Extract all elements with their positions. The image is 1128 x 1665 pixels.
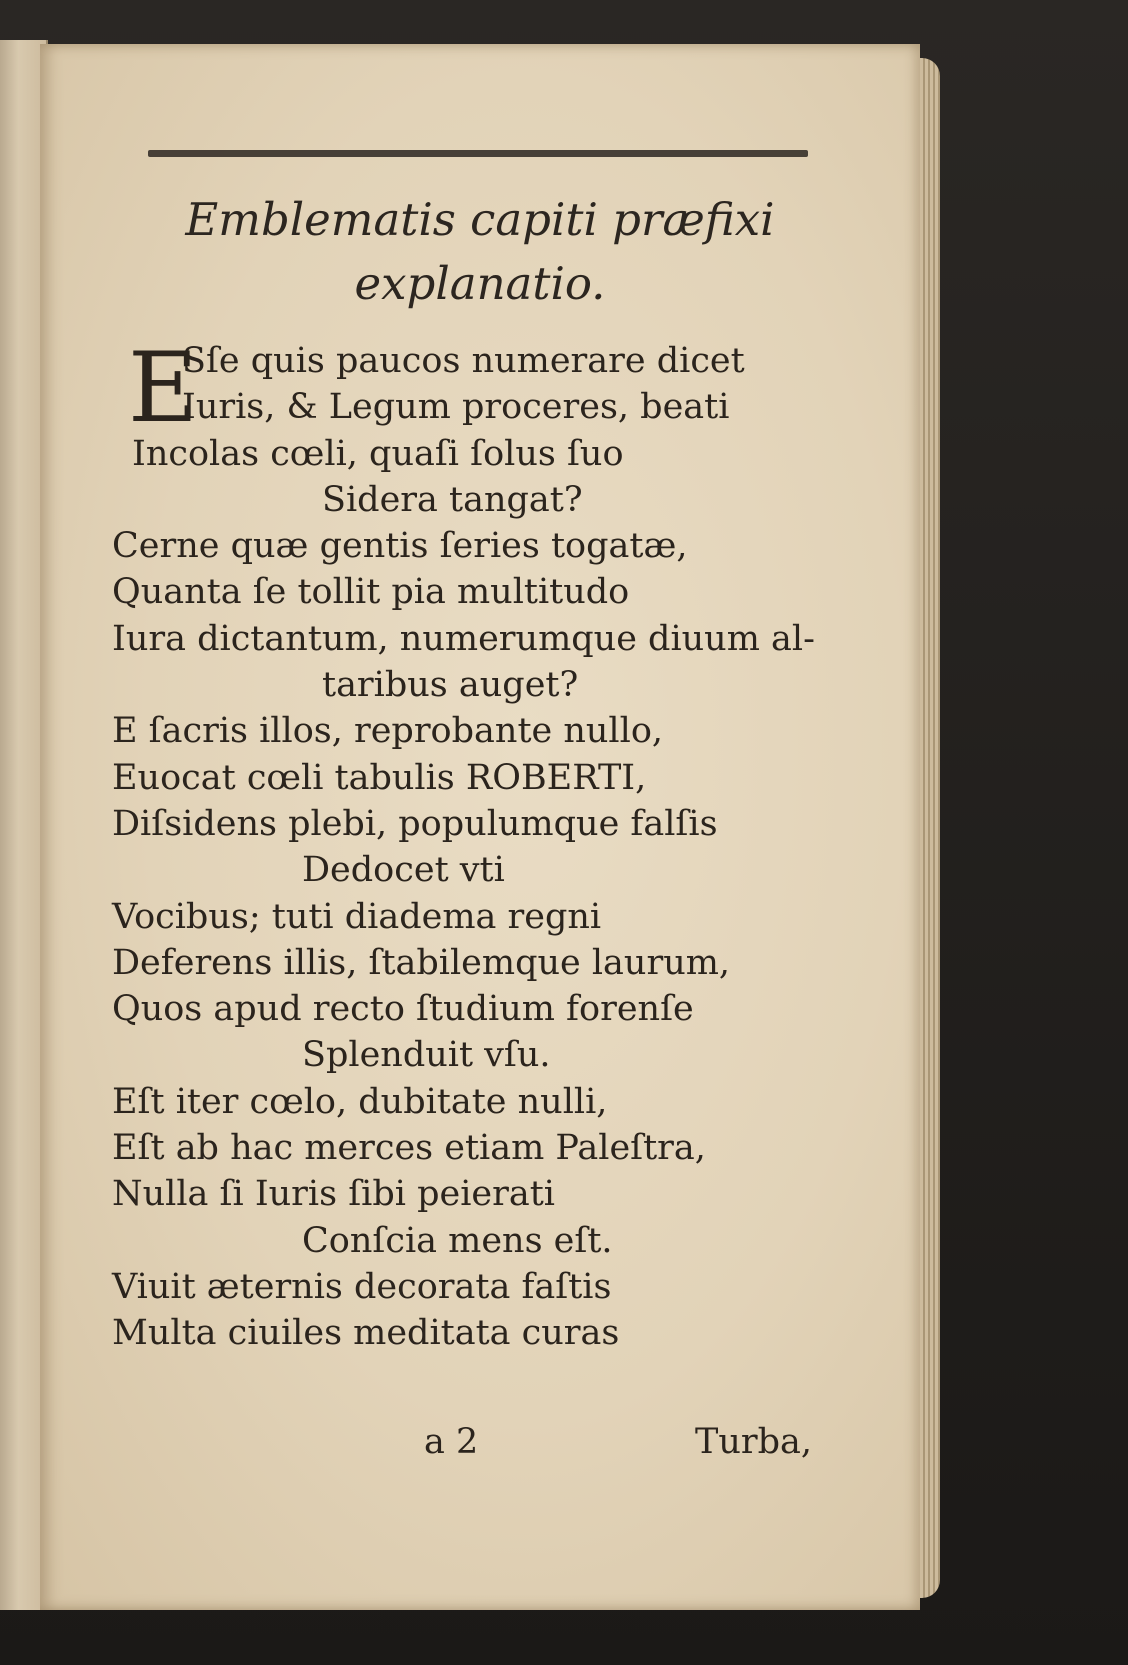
drop-cap: E: [128, 332, 199, 444]
poem-line: Quos apud recto ſtudium forenſe: [112, 989, 694, 1030]
poem-text: [112, 332, 832, 1357]
poem-line: Conſcia mens eſt.: [302, 1220, 613, 1261]
heading-line-2: explanatio.: [354, 257, 606, 310]
page-heading: [150, 188, 810, 316]
poem-line: Iura dictantum, numerumque diuum al-: [112, 618, 815, 659]
poem-line: Incolas cœli, quaſi ſolus ſuo: [132, 433, 624, 474]
poem-line: Cerne quæ gentis ſeries togatæ,: [112, 526, 688, 567]
poem-line: Quanta ſe tollit pia multitudo: [112, 572, 630, 613]
heading-line-1: Emblematis capiti præfixi: [185, 193, 775, 246]
poem-line: taribus auget?: [322, 665, 579, 706]
poem-line: Deferens illis, ſtabilemque laurum,: [112, 942, 731, 983]
poem-line: Dedocet vti: [302, 850, 505, 891]
poem-line: Nulla ſi Iuris ſibi peierati: [112, 1174, 555, 1215]
poem-line: E ſacris illos, reprobante nullo,: [112, 711, 664, 752]
catchword: Turba,: [694, 1422, 812, 1462]
poem-line: Sidera tangat?: [322, 479, 583, 520]
poem-line: Multa ciuiles meditata curas: [112, 1313, 620, 1354]
poem-line: Vocibus; tuti diadema regni: [112, 896, 602, 937]
poem-line: Diſsidens plebi, populumque falſis: [112, 803, 718, 844]
page-footer: [112, 1422, 812, 1472]
signature-mark: a 2: [424, 1422, 479, 1462]
poem-line: Iuris, & Legum proceres, beati: [182, 387, 730, 428]
poem-line: Eſt iter cœlo, dubitate nulli,: [112, 1081, 608, 1122]
poem-line: Eſt ab hac merces etiam Paleſtra,: [112, 1128, 706, 1169]
poem-line: Splenduit vſu.: [302, 1035, 551, 1076]
poem-line: Sſe quis paucos numerare dicet: [182, 341, 745, 381]
poem-line: Euocat cœli tabulis ROBERTI,: [112, 757, 647, 798]
header-rule: [148, 150, 808, 157]
poem-line: Viuit æternis decorata faſtis: [112, 1266, 612, 1307]
